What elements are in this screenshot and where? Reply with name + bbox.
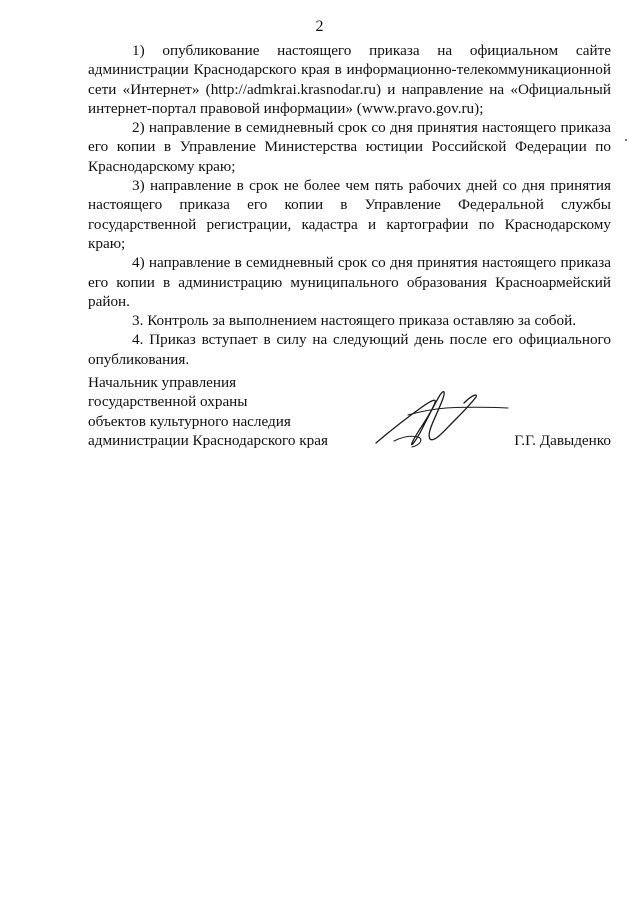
position-line: объектов культурного наследия xyxy=(88,412,291,430)
signer-name: Г.Г. Давыденко xyxy=(514,431,611,449)
paragraph-effective-date: 4. Приказ вступает в силу на следующий день после его официального опубликования. xyxy=(88,331,611,368)
paragraph-ministry-of-justice: 2) направление в семидневный срок со дня принятия настоящего приказа его копии в Управление Министерства юстиции Российской Федерации по Краснодарскому краю; xyxy=(88,119,611,175)
scan-speck xyxy=(625,139,627,141)
position-line: администрации Краснодарского края xyxy=(88,431,328,449)
paragraph-rosreestr: 3) направление в срок не более чем пять рабочих дней со дня принятия настоящего приказа его копии в Управление Федеральной службы государственной регистрации, кадастра и картографии по Краснодарскому краю; xyxy=(88,177,611,252)
signature-block xyxy=(88,373,611,463)
handwritten-signature xyxy=(372,381,512,453)
page-number: 2 xyxy=(315,18,324,35)
signer-position xyxy=(88,373,328,450)
position-line: государственной охраны xyxy=(88,393,248,411)
position-line: Начальник управления xyxy=(88,374,237,391)
paragraph-control: 3. Контроль за выполнением настоящего приказа оставляю за собой. xyxy=(132,312,577,330)
paragraph-municipality: 4) направление в семидневный срок со дня принятия настоящего приказа его копии в администрацию муниципального образования Красноармейский район. xyxy=(88,254,611,310)
document-body xyxy=(88,41,611,369)
paragraph-publication: 1) опубликование настоящего приказа на официальном сайте администрации Краснодарского края в информационно-телекоммуникационной сети «Интернет» (http://admkrai.krasnodar.ru) и направление на «Официальный интернет-портал правовой информации» (www.pravo.gov.ru); xyxy=(88,42,611,117)
